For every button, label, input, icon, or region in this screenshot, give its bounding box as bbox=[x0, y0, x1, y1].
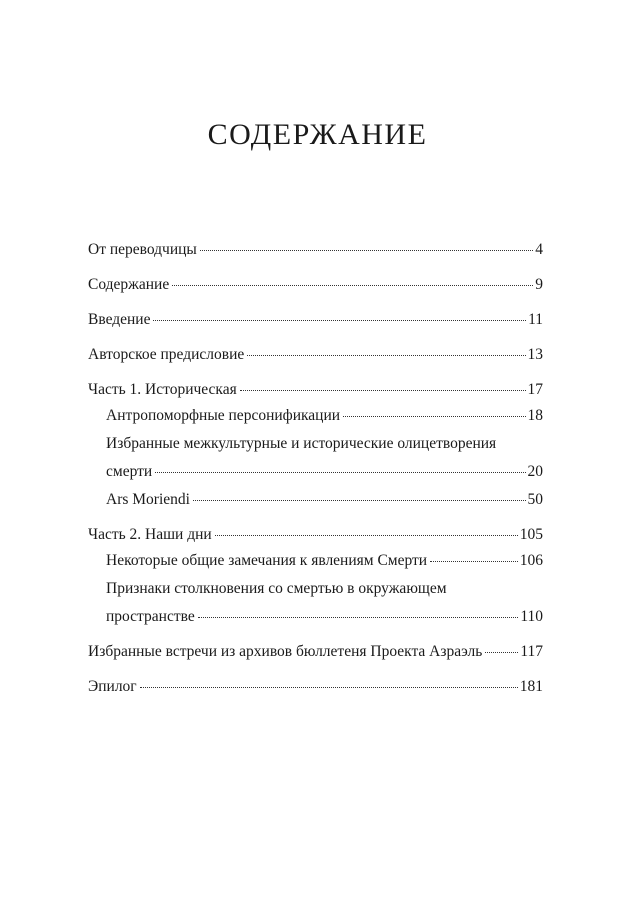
toc-entry-page: 9 bbox=[535, 276, 543, 293]
toc-entry-anthropomorphic[interactable] bbox=[88, 404, 543, 428]
dot-leader bbox=[247, 355, 525, 356]
toc-entry-azrael-encounters[interactable] bbox=[88, 640, 543, 664]
dot-leader bbox=[155, 472, 525, 473]
dot-leader bbox=[193, 500, 526, 501]
dot-leader bbox=[240, 390, 526, 391]
toc-entry-title: Содержание bbox=[88, 276, 170, 293]
toc-entry-introduction[interactable] bbox=[88, 308, 543, 332]
toc-entry-title: пространстве bbox=[106, 608, 195, 625]
toc-entry-page: 181 bbox=[519, 678, 543, 695]
dot-leader bbox=[200, 250, 533, 251]
dot-leader bbox=[153, 320, 526, 321]
toc-entry-title: Эпилог bbox=[88, 678, 137, 695]
toc-entry-signs-line1[interactable] bbox=[88, 577, 543, 601]
toc-entry-translator-note[interactable] bbox=[88, 238, 543, 262]
toc-entry-page: 13 bbox=[527, 346, 543, 363]
toc-entry-page: 11 bbox=[528, 311, 543, 328]
toc-entry-page: 4 bbox=[535, 241, 543, 258]
toc-entry-title: Некоторые общие замечания к явлениям Смерти bbox=[106, 552, 428, 569]
toc-entry-page: 20 bbox=[527, 463, 543, 480]
toc-entry-signs-line2[interactable] bbox=[88, 605, 543, 629]
dot-leader bbox=[172, 285, 533, 286]
toc-entry-general-remarks[interactable] bbox=[88, 549, 543, 573]
toc-entry-author-preface[interactable] bbox=[88, 343, 543, 367]
table-of-contents bbox=[88, 238, 543, 699]
dot-leader bbox=[198, 617, 519, 618]
toc-entry-title: Ars Moriendi bbox=[106, 491, 190, 508]
toc-entry-title: Признаки столкновения со смертью в окружающем bbox=[106, 580, 447, 597]
toc-entry-title: Избранные встречи из архивов бюллетеня Проекта Азраэль bbox=[88, 643, 483, 660]
dot-leader bbox=[215, 535, 518, 536]
toc-entry-title: смерти bbox=[106, 463, 153, 480]
toc-entry-title: Часть 2. Наши дни bbox=[88, 526, 212, 543]
toc-entry-title: Антропоморфные персонификации bbox=[106, 407, 341, 424]
dot-leader bbox=[140, 687, 518, 688]
toc-entry-ars-moriendi[interactable] bbox=[88, 488, 543, 512]
dot-leader bbox=[343, 416, 525, 417]
toc-entry-epilogue[interactable] bbox=[88, 675, 543, 699]
dot-leader bbox=[430, 561, 518, 562]
toc-entry-page: 50 bbox=[527, 491, 543, 508]
toc-entry-page: 17 bbox=[527, 381, 543, 398]
toc-entry-title: Введение bbox=[88, 311, 151, 328]
page-title: СОДЕРЖАНИЕ bbox=[207, 118, 428, 151]
toc-entry-page: 105 bbox=[519, 526, 543, 543]
toc-entry-page: 18 bbox=[527, 407, 543, 424]
toc-entry-page: 117 bbox=[520, 643, 543, 660]
toc-entry-cross-cultural-line2[interactable] bbox=[88, 460, 543, 484]
dot-leader bbox=[485, 652, 518, 653]
toc-entry-page: 110 bbox=[520, 608, 543, 625]
toc-entry-title: От переводчицы bbox=[88, 241, 197, 258]
toc-entry-page: 106 bbox=[519, 552, 543, 569]
toc-entry-cross-cultural-line1[interactable] bbox=[88, 432, 543, 456]
toc-entry-title: Избранные межкультурные и исторические олицетворения bbox=[106, 435, 497, 452]
toc-entry-title: Часть 1. Историческая bbox=[88, 381, 237, 398]
toc-entry-contents[interactable] bbox=[88, 273, 543, 297]
toc-entry-part-1[interactable] bbox=[88, 378, 543, 402]
toc-entry-title: Авторское предисловие bbox=[88, 346, 245, 363]
toc-entry-part-2[interactable] bbox=[88, 523, 543, 547]
